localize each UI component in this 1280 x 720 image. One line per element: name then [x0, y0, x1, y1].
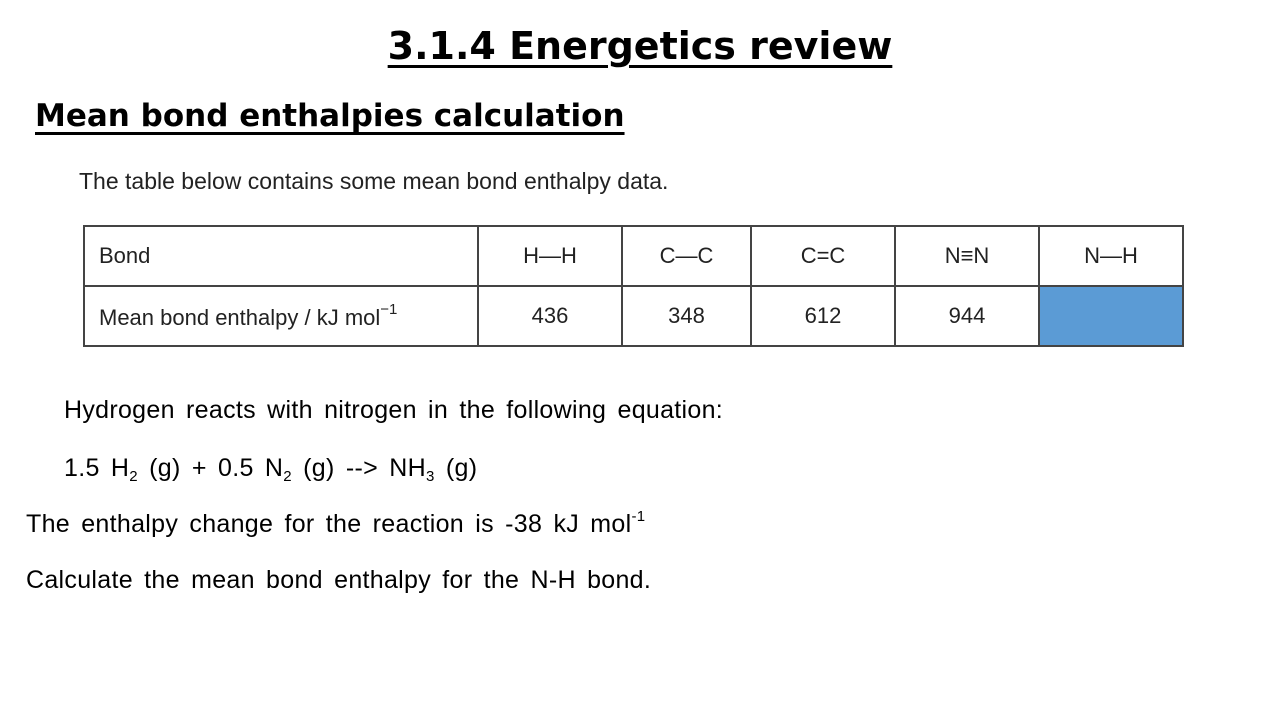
bond-cell-n-triple-n: N≡N [895, 226, 1039, 286]
equation-part: (g) [434, 454, 478, 482]
table-value-row [84, 286, 1183, 346]
value-cell-n-triple-n: 944 [895, 286, 1039, 346]
slide-title: 3.1.4 Energetics review [387, 24, 893, 68]
bond-cell-h-h: H—H [478, 226, 622, 286]
row-label-text: Mean bond enthalpy / kJ mol [99, 305, 381, 330]
equation-subscript: 2 [129, 468, 138, 485]
reaction-description: Hydrogen reacts with nitrogen in the following equation: [64, 396, 724, 424]
slide-subtitle: Mean bond enthalpies calculation [35, 98, 625, 134]
equation-part: (g) + 0.5 N [137, 454, 284, 482]
bond-cell-n-h: N—H [1039, 226, 1183, 286]
value-cell-c-c: 348 [622, 286, 751, 346]
bond-enthalpy-table [83, 225, 1184, 347]
value-cell-h-h: 436 [478, 286, 622, 346]
header-label-cell: Bond [84, 226, 478, 286]
bond-cell-c-double-c: C=C [751, 226, 895, 286]
equation-part: 1.5 H [64, 454, 130, 482]
row-label-cell [84, 286, 478, 346]
reaction-equation [64, 454, 477, 485]
table-header-row [84, 226, 1183, 286]
table-intro-text: The table below contains some mean bond enthalpy data. [79, 168, 669, 194]
enthalpy-change-text: The enthalpy change for the reaction is -38 kJ mol [26, 510, 632, 538]
value-cell-n-h-hidden [1039, 286, 1183, 346]
enthalpy-change-statement [26, 508, 645, 539]
bond-cell-c-c: C—C [622, 226, 751, 286]
enthalpy-change-superscript: -1 [631, 508, 646, 525]
equation-subscript: 2 [283, 468, 292, 485]
row-label-superscript: −1 [380, 301, 398, 318]
equation-part: (g) --> NH [291, 454, 426, 482]
question-text: Calculate the mean bond enthalpy for the N-H bond. [26, 566, 652, 594]
equation-subscript: 3 [426, 468, 435, 485]
value-cell-c-double-c: 612 [751, 286, 895, 346]
